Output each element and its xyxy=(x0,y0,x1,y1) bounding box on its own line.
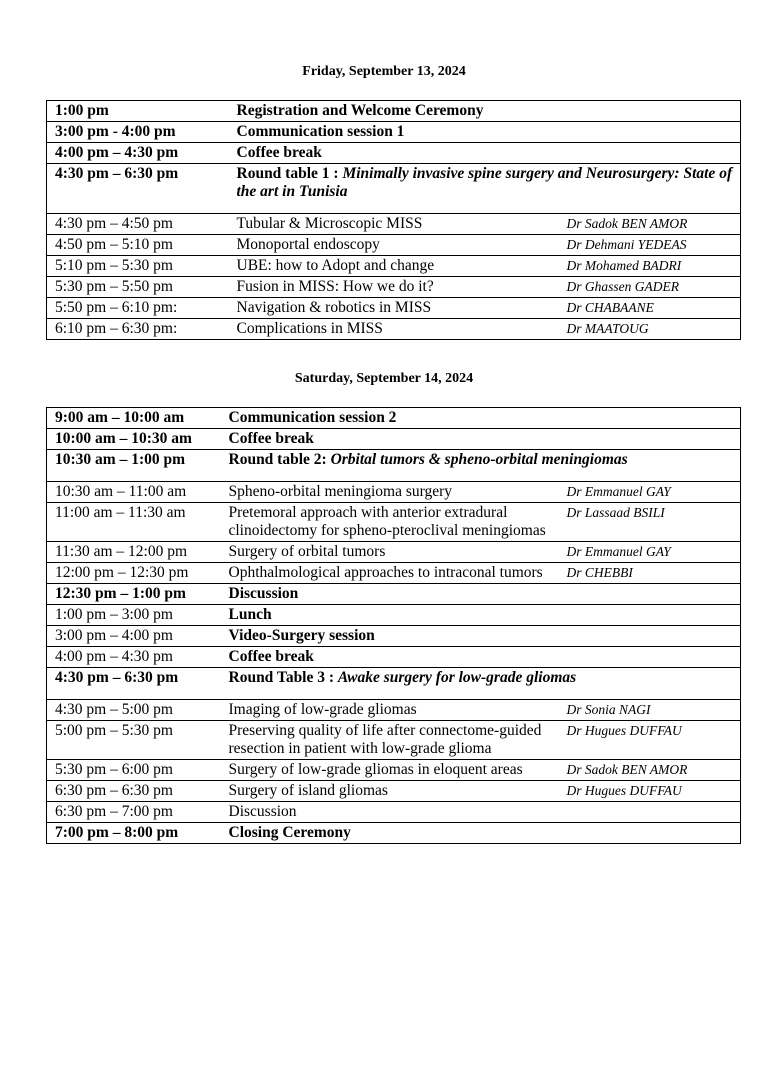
speaker-name: Dr Hugues DUFFAU xyxy=(566,723,682,738)
session-title: Surgery of low-grade gliomas in eloquent areas xyxy=(228,761,523,778)
speaker-name: Dr Lassaad BSILI xyxy=(566,505,665,520)
schedule-row xyxy=(47,542,741,563)
session-title: Discussion xyxy=(228,803,297,820)
session-title: Spheno-orbital meningioma surgery xyxy=(228,483,453,500)
schedule-row xyxy=(47,626,741,647)
session-title: Video-Surgery session xyxy=(228,627,375,644)
session-title: Fusion in MISS: How we do it? xyxy=(236,278,434,295)
session-title xyxy=(229,164,741,214)
schedule-row xyxy=(47,760,741,781)
day-title-friday: Friday, September 13, 2024 xyxy=(302,64,466,79)
speaker-name: Dr Sonia NAGI xyxy=(566,702,651,717)
session-title: Pretemoral approach with anterior extradural clinoidectomy for spheno-pteroclival meningiomas xyxy=(228,504,546,539)
session-title: UBE: how to Adopt and change xyxy=(236,257,435,274)
round-table-row xyxy=(47,668,741,700)
schedule-row xyxy=(47,605,741,626)
session-title: Tubular & Microscopic MISS xyxy=(236,215,423,232)
round-table-topic: Minimally invasive spine surgery and Neurosurgery: State of the art in Tunisia xyxy=(236,165,733,200)
schedule-row xyxy=(47,429,741,450)
round-table-topic: Awake surgery for low-grade gliomas xyxy=(337,669,577,686)
schedule-row xyxy=(47,235,741,256)
session-title: Ophthalmological approaches to intraconal tumors xyxy=(228,564,543,581)
session-time: 11:30 am – 12:00 pm xyxy=(55,543,188,560)
schedule-row xyxy=(47,802,741,823)
session-time: 7:00 pm – 8:00 pm xyxy=(55,824,179,841)
session-time: 4:30 pm – 6:30 pm xyxy=(55,669,179,686)
session-title: Coffee break xyxy=(228,648,314,665)
session-time: 4:00 pm – 4:30 pm xyxy=(55,144,179,161)
session-title xyxy=(221,450,741,482)
schedule-row xyxy=(47,503,741,542)
schedule-row xyxy=(47,563,741,584)
session-time: 1:00 pm xyxy=(55,102,109,119)
session-time: 5:50 pm – 6:10 pm: xyxy=(55,299,178,316)
schedule-row xyxy=(47,214,741,235)
speaker-name: Dr Ghassen GADER xyxy=(566,279,679,294)
session-time: 4:30 pm – 5:00 pm xyxy=(55,701,173,718)
schedule-row xyxy=(47,101,741,122)
session-title: Communication session 2 xyxy=(228,409,397,426)
speaker-name: Dr Mohamed BADRI xyxy=(566,258,682,273)
speaker-name: Dr Emmanuel GAY xyxy=(566,484,671,499)
speaker-name: Dr Hugues DUFFAU xyxy=(566,783,682,798)
round-table-label: Round table 2: xyxy=(228,451,331,468)
session-time: 12:30 pm – 1:00 pm xyxy=(55,585,186,602)
schedule-row xyxy=(47,277,741,298)
round-table-label: Round Table 3 : xyxy=(228,669,338,686)
session-title: Coffee break xyxy=(236,144,322,161)
session-title: Closing Ceremony xyxy=(228,824,351,841)
session-title: Discussion xyxy=(228,585,299,602)
session-title: Registration and Welcome Ceremony xyxy=(236,102,484,119)
session-title: Lunch xyxy=(228,606,272,623)
session-time: 4:50 pm – 5:10 pm xyxy=(55,236,173,253)
session-time: 11:00 am – 11:30 am xyxy=(55,504,186,521)
schedule-row xyxy=(47,319,741,340)
schedule-row xyxy=(47,408,741,429)
session-time: 3:00 pm - 4:00 pm xyxy=(55,123,176,140)
speaker-name: Dr CHEBBI xyxy=(566,565,633,580)
session-time: 6:10 pm – 6:30 pm: xyxy=(55,320,178,337)
speaker-name: Dr Sadok BEN AMOR xyxy=(566,762,688,777)
session-time: 10:30 am – 11:00 am xyxy=(55,483,187,500)
session-title: Navigation & robotics in MISS xyxy=(236,299,432,316)
session-title: Complications in MISS xyxy=(236,320,383,337)
session-time: 10:00 am – 10:30 am xyxy=(55,430,192,447)
session-time: 6:30 pm – 6:30 pm xyxy=(55,782,173,799)
speaker-name: Dr Dehmani YEDEAS xyxy=(566,237,687,252)
schedule-row xyxy=(47,781,741,802)
schedule-table-saturday xyxy=(46,407,741,844)
session-time: 5:30 pm – 5:50 pm xyxy=(55,278,173,295)
session-time: 12:00 pm – 12:30 pm xyxy=(55,564,189,581)
session-time: 4:00 pm – 4:30 pm xyxy=(55,648,173,665)
round-table-label: Round table 1 : xyxy=(236,165,343,182)
session-time: 9:00 am – 10:00 am xyxy=(55,409,185,426)
day-title-saturday: Saturday, September 14, 2024 xyxy=(294,371,474,386)
session-time: 3:00 pm – 4:00 pm xyxy=(55,627,173,644)
schedule-row xyxy=(47,584,741,605)
schedule-row xyxy=(47,721,741,760)
schedule-row xyxy=(47,256,741,277)
schedule-row xyxy=(47,700,741,721)
speaker-name: Dr CHABAANE xyxy=(566,300,654,315)
schedule-row xyxy=(47,143,741,164)
session-time: 4:30 pm – 4:50 pm xyxy=(55,215,173,232)
session-title: Communication session 1 xyxy=(236,123,405,140)
speaker-name: Dr Sadok BEN AMOR xyxy=(566,216,688,231)
session-time: 1:00 pm – 3:00 pm xyxy=(55,606,173,623)
session-title xyxy=(221,668,741,700)
session-time: 5:10 pm – 5:30 pm xyxy=(55,257,173,274)
session-title: Coffee break xyxy=(228,430,314,447)
session-title: Surgery of orbital tumors xyxy=(228,543,386,560)
session-title: Preserving quality of life after connectome-guided resection in patient with low-grade glioma xyxy=(228,722,542,757)
schedule-row xyxy=(47,122,741,143)
round-table-topic: Orbital tumors & spheno-orbital meningiomas xyxy=(330,451,628,468)
session-time: 6:30 pm – 7:00 pm xyxy=(55,803,173,820)
session-time: 10:30 am – 1:00 pm xyxy=(55,451,186,468)
round-table-row xyxy=(47,164,741,214)
schedule-row xyxy=(47,298,741,319)
schedule-table-friday xyxy=(46,100,741,340)
session-time: 5:00 pm – 5:30 pm xyxy=(55,722,173,739)
session-time: 5:30 pm – 6:00 pm xyxy=(55,761,173,778)
speaker-name: Dr Emmanuel GAY xyxy=(566,544,671,559)
round-table-row xyxy=(47,450,741,482)
session-time: 4:30 pm – 6:30 pm xyxy=(55,165,179,182)
schedule-row xyxy=(47,823,741,844)
schedule-row xyxy=(47,647,741,668)
session-title: Surgery of island gliomas xyxy=(228,782,388,799)
schedule-row xyxy=(47,482,741,503)
session-title: Monoportal endoscopy xyxy=(236,236,380,253)
speaker-name: Dr MAATOUG xyxy=(566,321,649,336)
session-title: Imaging of low-grade gliomas xyxy=(228,701,417,718)
